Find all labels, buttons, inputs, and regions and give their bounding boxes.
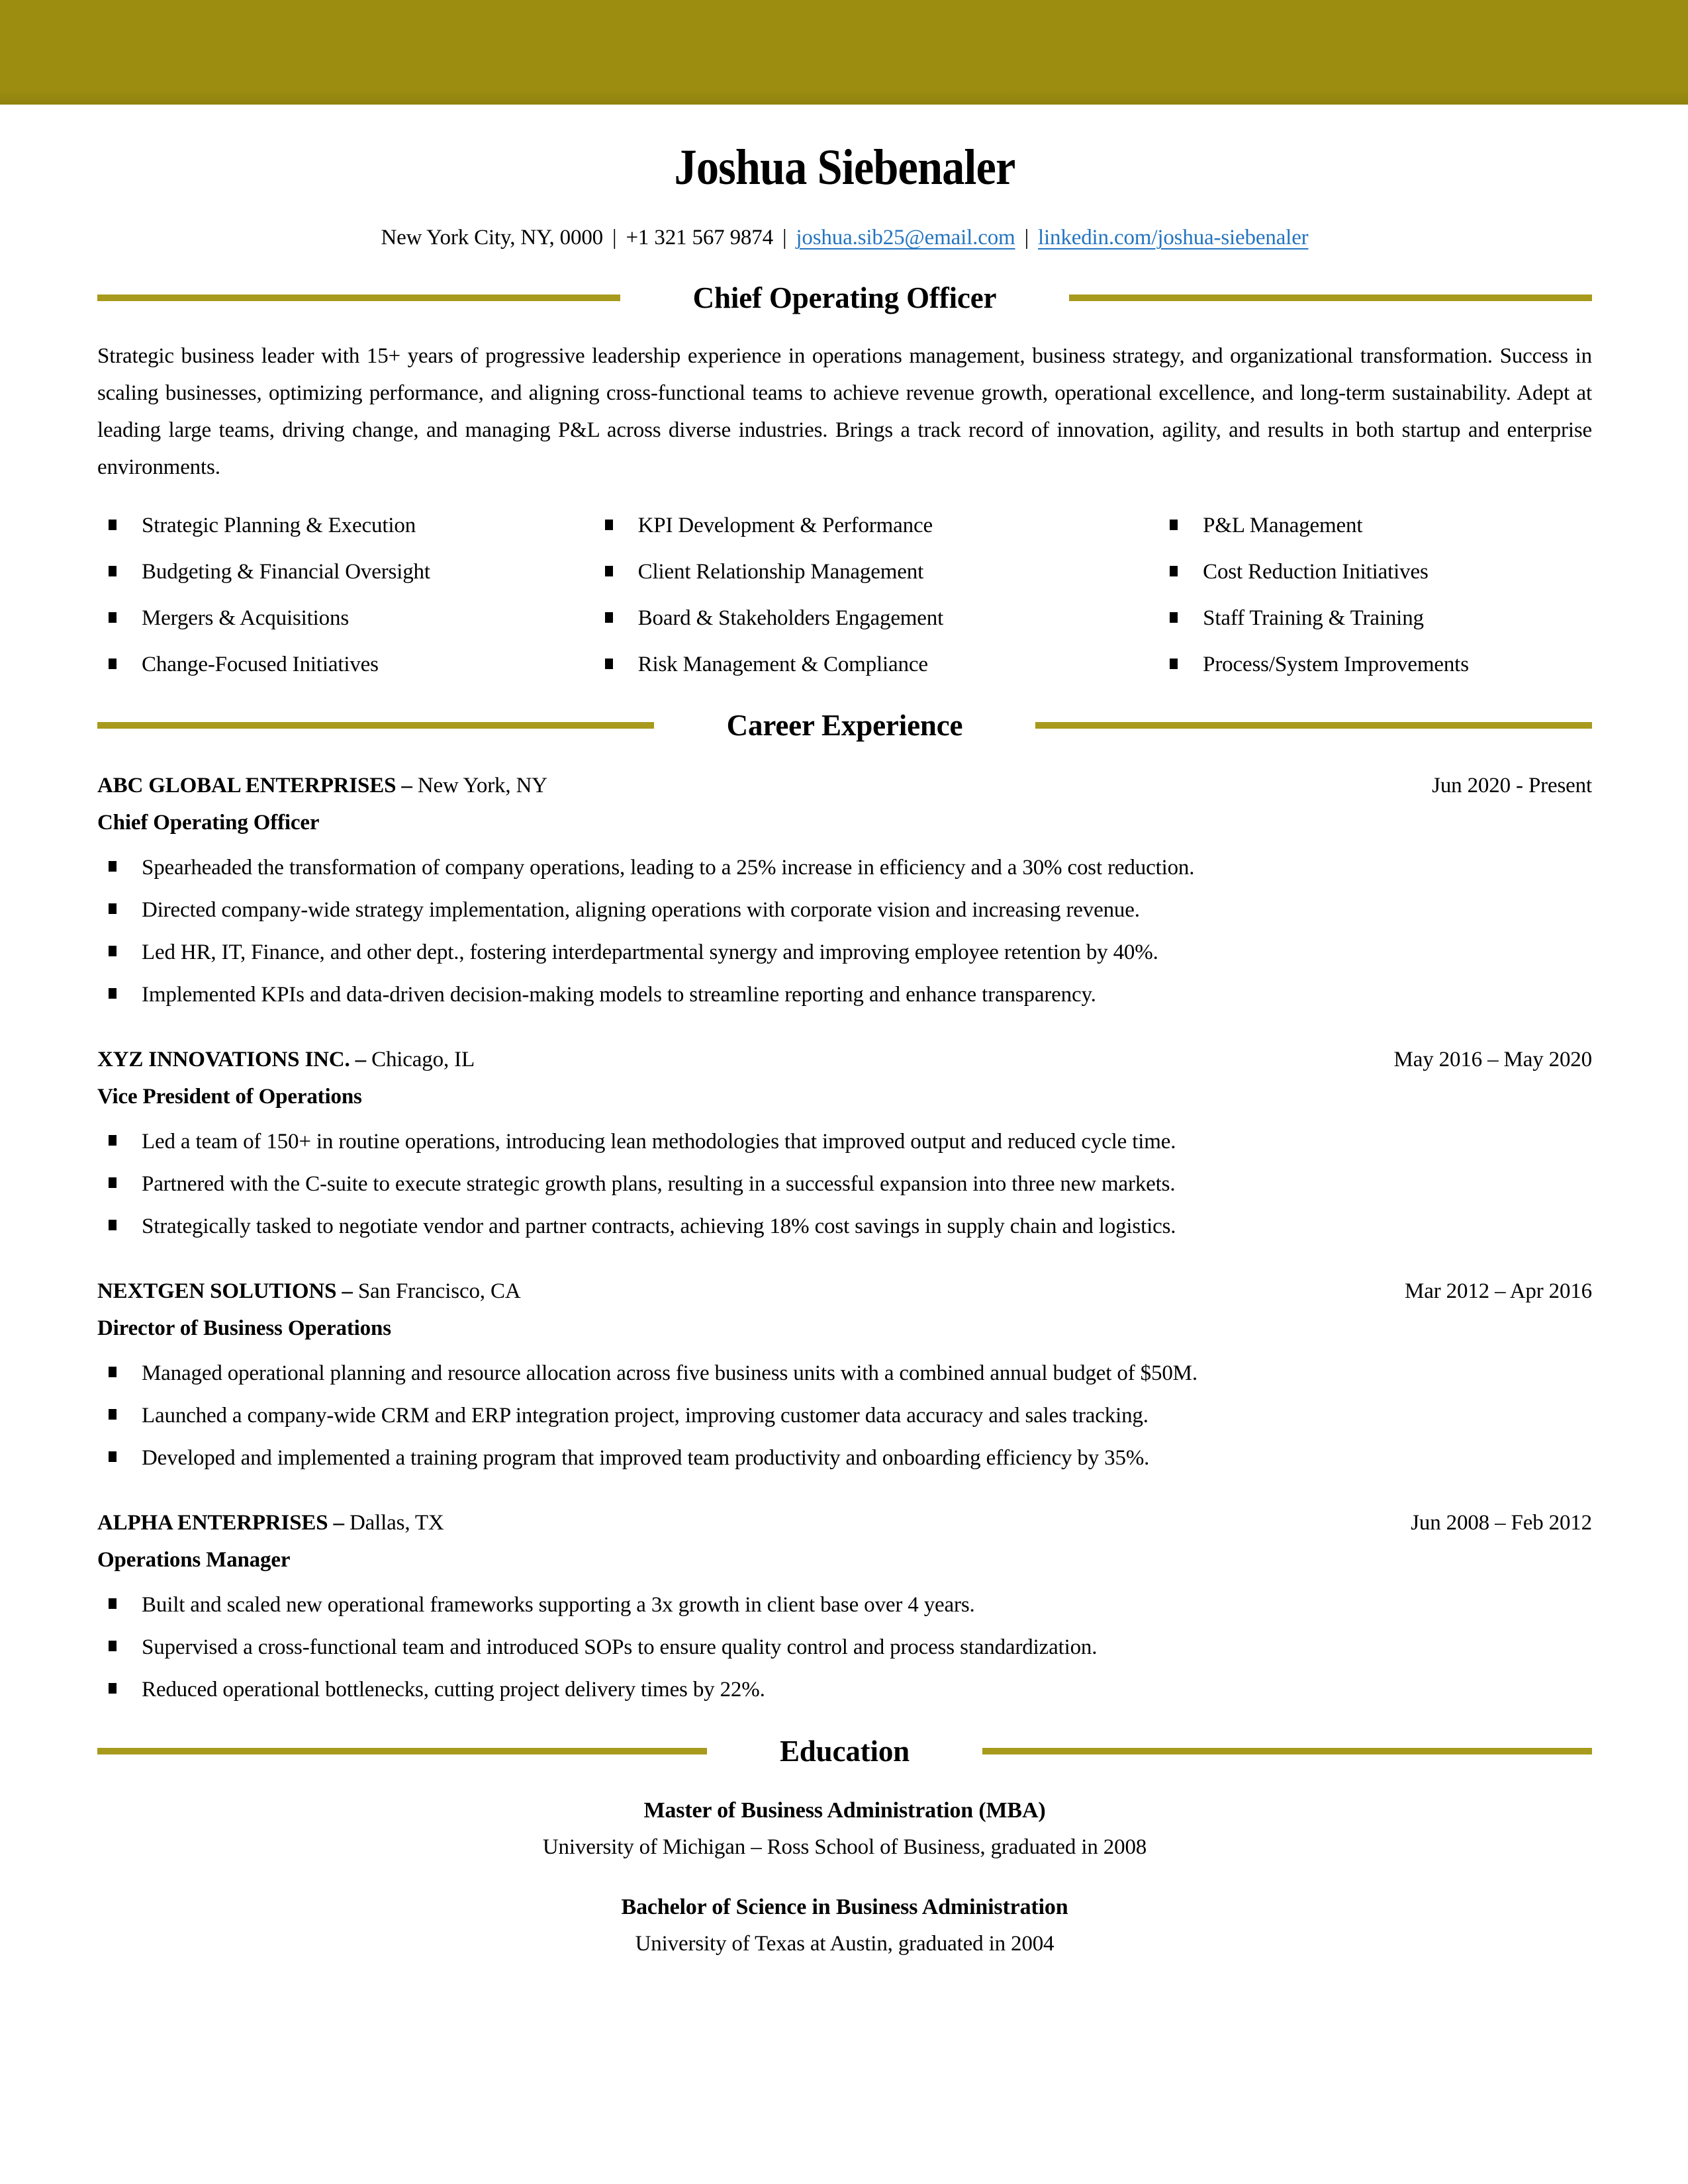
bullet-text: Led HR, IT, Finance, and other dept., fostering interdepartmental synergy and improving employee retention by 40%.	[142, 940, 1158, 964]
skill-item	[594, 605, 1159, 631]
company-name: NEXTGEN SOLUTIONS –	[97, 1279, 353, 1303]
job-bullet-list	[97, 1128, 1592, 1240]
bullet-square-icon	[109, 566, 117, 576]
contact-line	[97, 226, 1592, 250]
job-bullet-list	[97, 854, 1592, 1009]
skill-item	[97, 512, 594, 539]
skill-label: Budgeting & Financial Oversight	[142, 560, 430, 584]
bullet-text: Strategically tasked to negotiate vendor and partner contracts, achieving 18% cost savings in supply chain and logistics.	[142, 1214, 1176, 1238]
company-name: XYZ INNOVATIONS INC. –	[97, 1048, 366, 1071]
skill-label: Risk Management & Compliance	[637, 653, 928, 676]
bullet-text: Launched a company-wide CRM and ERP integration project, improving customer data accuracy and sales tracking.	[142, 1404, 1149, 1428]
job-bullet	[97, 1128, 1592, 1156]
bullet-square-icon	[109, 861, 117, 872]
degree-name: Master of Business Administration (MBA)	[643, 1798, 1046, 1823]
skills-column-1	[97, 512, 594, 678]
skill-label: Change-Focused Initiatives	[142, 653, 379, 676]
gold-rule-left	[97, 1748, 707, 1754]
skill-label: Cost Reduction Initiatives	[1203, 560, 1429, 584]
bullet-text: Partnered with the C-suite to execute strategic growth plans, resulting in a successful expansion into three new markets.	[142, 1172, 1176, 1196]
job-company-line	[97, 1277, 521, 1305]
education-section-heading: Education	[779, 1735, 910, 1768]
bullet-square-icon	[109, 903, 117, 914]
gold-rule-left	[97, 722, 654, 729]
bullet-square-icon	[1170, 520, 1178, 530]
contact-separator: |	[782, 226, 787, 250]
gold-rule-right	[1035, 722, 1592, 729]
job-header	[97, 1046, 1592, 1073]
job-title: Vice President of Operations	[97, 1085, 362, 1109]
bullet-square-icon	[109, 1135, 117, 1146]
email-link[interactable]: joshua.sib25@email.com	[796, 226, 1015, 250]
bullet-square-icon	[109, 1598, 117, 1609]
job-header	[97, 772, 1592, 799]
bullet-square-icon	[1170, 659, 1178, 669]
bullet-square-icon	[109, 1641, 117, 1651]
bullet-text: Reduced operational bottlenecks, cutting project delivery times by 22%.	[142, 1678, 765, 1702]
job-bullet-list	[97, 1591, 1592, 1704]
job-entry-xyz-innovations	[97, 1046, 1592, 1240]
skill-item	[97, 605, 594, 631]
skill-label: Strategic Planning & Execution	[142, 514, 416, 537]
bullet-square-icon	[1170, 612, 1178, 623]
job-bullet	[97, 1359, 1592, 1387]
bullet-square-icon	[605, 520, 613, 530]
skill-label: KPI Development & Performance	[637, 514, 933, 537]
company-name: ABC GLOBAL ENTERPRISES –	[97, 774, 412, 797]
skills-column-2	[594, 512, 1159, 678]
bullet-square-icon	[109, 946, 117, 956]
job-bullet	[97, 1402, 1592, 1430]
career-section	[97, 772, 1592, 1704]
contact-phone: +1 321 567 9874	[626, 226, 773, 250]
job-company-line	[97, 1046, 475, 1073]
job-bullet	[97, 1633, 1592, 1661]
bullet-square-icon	[109, 1367, 117, 1377]
job-company-line	[97, 1509, 444, 1537]
bullet-square-icon	[109, 1451, 117, 1462]
job-bullet	[97, 1212, 1592, 1240]
skill-label: Process/System Improvements	[1203, 653, 1469, 676]
skill-label: Staff Training & Training	[1203, 606, 1424, 630]
company-location: New York, NY	[417, 774, 547, 797]
top-gold-banner	[0, 0, 1688, 105]
skill-label: P&L Management	[1203, 514, 1363, 537]
job-entry-abc-global	[97, 772, 1592, 1009]
resume-content	[0, 139, 1688, 1958]
job-dates: May 2016 – May 2020	[1393, 1048, 1592, 1071]
contact-separator: |	[1024, 226, 1029, 250]
bullet-text: Implemented KPIs and data-driven decision-making models to streamline reporting and enhance transparency.	[142, 983, 1096, 1007]
job-title: Director of Business Operations	[97, 1316, 391, 1340]
company-location: San Francisco, CA	[357, 1279, 521, 1303]
job-entry-nextgen-solutions	[97, 1277, 1592, 1472]
company-name: ALPHA ENTERPRISES –	[97, 1511, 344, 1535]
skill-label: Mergers & Acquisitions	[142, 606, 350, 630]
job-header	[97, 1509, 1592, 1537]
education-entry-mba	[97, 1796, 1592, 1861]
skills-column-3	[1158, 512, 1592, 678]
job-dates: Mar 2012 – Apr 2016	[1405, 1279, 1592, 1303]
job-company-line	[97, 772, 547, 799]
gold-rule-right	[1069, 295, 1592, 301]
company-location: Chicago, IL	[371, 1048, 475, 1071]
job-bullet	[97, 1676, 1592, 1704]
job-bullet	[97, 1170, 1592, 1198]
job-bullet	[97, 1444, 1592, 1472]
bullet-square-icon	[605, 659, 613, 669]
skill-item	[594, 512, 1159, 539]
job-dates: Jun 2020 - Present	[1432, 774, 1592, 797]
company-location: Dallas, TX	[349, 1511, 444, 1535]
skill-label: Board & Stakeholders Engagement	[637, 606, 944, 630]
career-section-heading: Career Experience	[726, 709, 963, 742]
job-bullet-list	[97, 1359, 1592, 1472]
job-title: Chief Operating Officer	[97, 811, 320, 835]
bullet-square-icon	[109, 520, 117, 530]
bullet-square-icon	[109, 1409, 117, 1420]
job-bullet	[97, 854, 1592, 882]
role-heading: Chief Operating Officer	[692, 281, 997, 314]
career-heading-row	[97, 708, 1592, 743]
job-dates: Jun 2008 – Feb 2012	[1411, 1511, 1592, 1535]
job-bullet	[97, 938, 1592, 966]
skill-item	[594, 651, 1159, 678]
school-line: University of Michigan – Ross School of Business, graduated in 2008	[542, 1835, 1147, 1859]
job-header	[97, 1277, 1592, 1305]
bullet-square-icon	[605, 566, 613, 576]
bullet-text: Directed company-wide strategy implementation, aligning operations with corporate vision and increasing revenue.	[142, 898, 1140, 922]
skill-item	[1158, 512, 1592, 539]
professional-summary: Strategic business leader with 15+ years of progressive leadership experience in operations management, business strategy, and organizational transformation. Success in scaling businesses, optimizing performance, and aligning cross-functional teams to achieve revenue growth, operational excellence, and long-term sustainability. Adept at leading large teams, driving change, and managing P&L across diverse industries. Brings a track record of innovation, agility, and results in both startup and enterprise environments.	[97, 344, 1592, 479]
job-bullet	[97, 896, 1592, 924]
bullet-square-icon	[109, 612, 117, 623]
education-heading-row	[97, 1734, 1592, 1768]
job-title: Operations Manager	[97, 1548, 291, 1572]
bullet-text: Built and scaled new operational frameworks supporting a 3x growth in client base over 4 years.	[142, 1593, 975, 1617]
gold-rule-right	[982, 1748, 1592, 1754]
bullet-square-icon	[1170, 566, 1178, 576]
bullet-square-icon	[109, 1177, 117, 1188]
bullet-square-icon	[109, 659, 117, 669]
role-heading-row	[97, 281, 1592, 315]
education-section	[97, 1796, 1592, 1958]
bullet-text: Supervised a cross-functional team and introduced SOPs to ensure quality control and process standardization.	[142, 1635, 1098, 1659]
job-bullet	[97, 1591, 1592, 1619]
bullet-square-icon	[109, 1220, 117, 1230]
gold-rule-left	[97, 295, 620, 301]
bullet-text: Spearheaded the transformation of company operations, leading to a 25% increase in efficiency and a 30% cost reduction.	[142, 856, 1195, 880]
job-bullet	[97, 981, 1592, 1009]
contact-location: New York City, NY, 0000	[381, 226, 604, 250]
contact-separator: |	[612, 226, 617, 250]
skill-item	[594, 559, 1159, 585]
bullet-square-icon	[605, 612, 613, 623]
skill-item	[1158, 605, 1592, 631]
skills-grid	[97, 512, 1592, 678]
bullet-square-icon	[109, 988, 117, 999]
degree-name: Bachelor of Science in Business Administration	[621, 1895, 1068, 1919]
linkedin-link[interactable]: linkedin.com/joshua-siebenaler	[1038, 226, 1309, 250]
job-entry-alpha-enterprises	[97, 1509, 1592, 1704]
skill-item	[1158, 651, 1592, 678]
education-entry-bachelor	[97, 1893, 1592, 1958]
person-name: Joshua Siebenaler	[674, 140, 1015, 195]
bullet-text: Managed operational planning and resource allocation across five business units with a combined annual budget of $50M.	[142, 1361, 1197, 1385]
bullet-text: Led a team of 150+ in routine operations, introducing lean methodologies that improved output and reduced cycle time.	[142, 1130, 1176, 1154]
skill-item	[97, 651, 594, 678]
school-line: University of Texas at Austin, graduated in 2004	[635, 1932, 1055, 1956]
skill-item	[1158, 559, 1592, 585]
bullet-square-icon	[109, 1683, 117, 1694]
skill-item	[97, 559, 594, 585]
bullet-text: Developed and implemented a training program that improved team productivity and onboarding efficiency by 35%.	[142, 1446, 1150, 1470]
skill-label: Client Relationship Management	[637, 560, 924, 584]
